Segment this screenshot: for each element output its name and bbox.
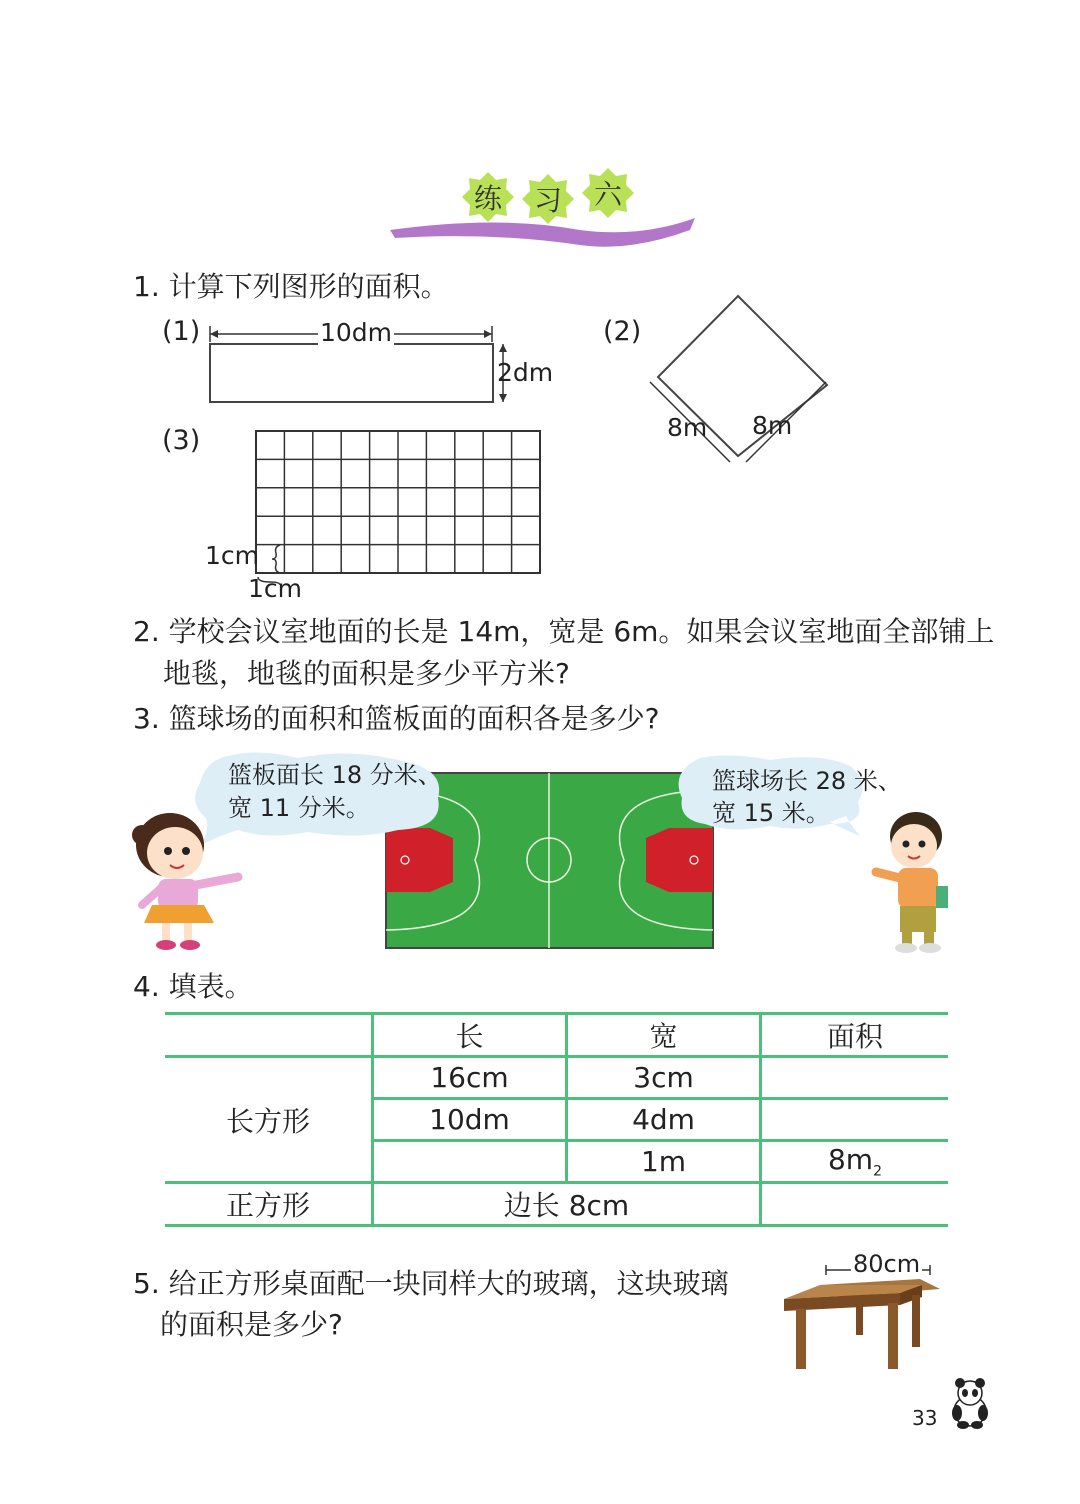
cell-area-blank[interactable] <box>761 1099 949 1141</box>
figure-grid <box>250 425 550 585</box>
header-width: 宽 <box>567 1014 761 1057</box>
cell-area-blank[interactable] <box>761 1183 949 1226</box>
header-area: 面积 <box>761 1014 949 1057</box>
area-unit-exponent: 2 <box>873 1163 882 1180</box>
fig1-width: 2dm <box>497 358 554 387</box>
title-char: 习 <box>533 184 563 217</box>
title-badge-1 <box>462 172 514 222</box>
table-row <box>165 1057 948 1099</box>
fig2-side-a: 8m <box>667 413 708 442</box>
table-illustration <box>780 1265 945 1375</box>
table-width-label: 80cm <box>853 1250 921 1278</box>
key-right <box>646 828 713 892</box>
rectangle-shape <box>210 344 493 402</box>
bubble-right-line1: 篮球场长 28 米、 <box>712 767 902 795</box>
ribbon-swash <box>390 218 695 247</box>
header-corner <box>165 1014 373 1057</box>
cell-width: 3cm <box>567 1057 761 1099</box>
question-5-line2: 的面积是多少? <box>160 1308 343 1341</box>
header-length: 长 <box>373 1014 567 1057</box>
cell-area-blank[interactable] <box>761 1057 949 1099</box>
question-3: 3. 篮球场的面积和篮板面的面积各是多少? <box>133 702 660 735</box>
title-badge-2 <box>522 174 574 224</box>
fill-table <box>165 1012 948 1227</box>
title-char: 六 <box>593 178 623 211</box>
question-5-line1: 5. 给正方形桌面配一块同样大的玻璃，这块玻璃 <box>133 1267 729 1300</box>
girl-illustration <box>130 805 250 955</box>
fig2-side-b: 8m <box>752 411 793 440</box>
cell-length: 16cm <box>373 1057 567 1099</box>
fig3-label: (3) <box>162 425 201 456</box>
rectangle-label: 长方形 <box>165 1057 373 1183</box>
fig2-label: (2) <box>603 316 642 347</box>
title-ribbon <box>380 160 710 255</box>
fig1-length: 10dm <box>320 318 393 347</box>
page-number: 33 <box>912 1406 938 1430</box>
square-side: 边长 8cm <box>373 1183 761 1226</box>
cell-width: 1m <box>567 1141 761 1183</box>
fig1-label: (1) <box>162 316 201 347</box>
question-1: 1. 计算下列图形的面积。 <box>133 270 449 303</box>
question-2-line1: 2. 学校会议室地面的长是 14m，宽是 6m。如果会议室地面全部铺上 <box>133 615 995 648</box>
title-char: 练 <box>473 182 503 215</box>
bubble-right-line2: 宽 15 米。 <box>712 799 830 827</box>
table-row <box>165 1183 948 1226</box>
panda-icon <box>945 1375 995 1430</box>
cell-width: 4dm <box>567 1099 761 1141</box>
question-4: 4. 填表。 <box>133 970 253 1003</box>
table-row <box>165 1014 948 1057</box>
cell-length: 10dm <box>373 1099 567 1141</box>
cell-length-blank[interactable] <box>373 1141 567 1183</box>
square-label: 正方形 <box>165 1183 373 1226</box>
figure-square-rotated <box>640 290 840 475</box>
bubble-left-line1: 篮板面长 18 分米、 <box>228 761 442 789</box>
title-badge-3 <box>582 168 634 218</box>
fig3-unit-vertical: 1cm <box>205 541 260 570</box>
question-2-line2: 地毯，地毯的面积是多少平方米? <box>163 657 570 690</box>
area-value: 8m <box>827 1143 874 1177</box>
fig3-unit-horizontal: 1cm <box>248 574 303 603</box>
cell-area <box>761 1141 949 1183</box>
bubble-left-line2: 宽 11 分米。 <box>228 794 370 822</box>
boy-illustration <box>868 808 958 958</box>
